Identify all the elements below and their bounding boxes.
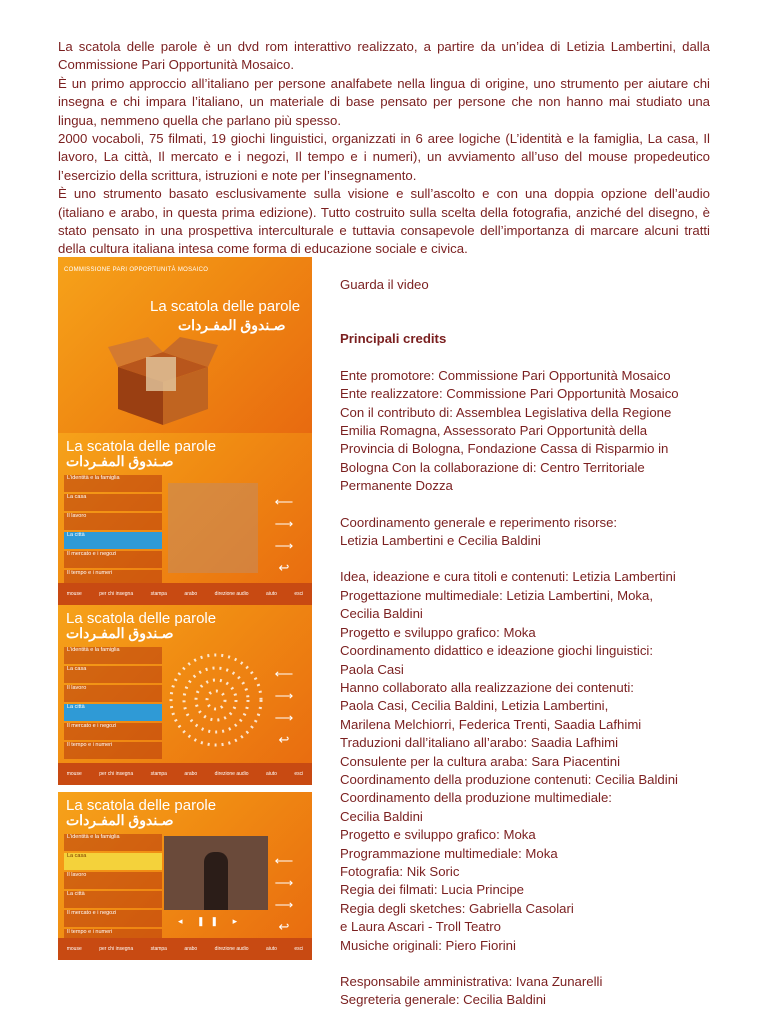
video-frame	[164, 836, 268, 910]
intro-paragraph: È uno strumento basato esclusivamente sulla visione e sull’ascolto e con una doppia opzione dell’audio (italiano e arabo, in questa prima edizione). Tutto costruito sulla scelta della fotografia, anziché del disegno, è stato pensato in una prospettiva interculturale e tuttavia consapevole dell’importanza di marcare alcuni tratti della cultura italiana intesa come forma di educazione sociale e civica.	[58, 186, 710, 257]
app-title: La scatola delle parole	[66, 797, 217, 814]
screenshot-menu-1	[58, 433, 312, 605]
credit-line: e Laura Ascari - Troll Teatro	[340, 919, 502, 935]
credit-line: Consulente per la cultura araba: Sara Piacentini	[340, 753, 621, 769]
credit-line: Musiche originali: Piero Fiorini	[340, 937, 516, 953]
topic-menu	[64, 834, 162, 948]
menu-item[interactable]: L’identità e la famiglia	[64, 475, 162, 492]
topic-menu	[64, 475, 162, 589]
app-title: La scatola delle parole	[66, 438, 217, 455]
menu-item[interactable]: La casa	[64, 494, 162, 511]
app-title-arabic: صـندوق المفـردات	[178, 317, 286, 333]
bottom-item[interactable]: stampa	[150, 946, 167, 952]
credits-block-admin	[340, 973, 730, 1010]
arrow-controls	[274, 491, 294, 579]
menu-item[interactable]: L’identità e la famiglia	[64, 647, 162, 664]
credit-line: Permanente Dozza	[340, 478, 453, 494]
return-icon[interactable]: ↩	[278, 560, 290, 575]
screenshot-menu-2	[58, 605, 312, 785]
screenshot-video	[58, 792, 312, 960]
credit-line: Coordinamento della produzione contenuti: Cecilia Baldini	[340, 771, 678, 787]
arrow-right-icon[interactable]: ⟶	[274, 538, 294, 553]
arrow-left-icon[interactable]: ⟵	[274, 666, 294, 681]
credit-line: Cecilia Baldini	[340, 808, 423, 824]
app-title-arabic: صـندوق المفـردات	[66, 625, 174, 641]
credit-line: Cecilia Baldini	[340, 606, 423, 622]
credit-line: Ente realizzatore: Commissione Pari Opportunità Mosaico	[340, 386, 679, 402]
photo-collage	[168, 483, 258, 573]
credit-line: Programmazione multimediale: Moka	[340, 845, 558, 861]
topic-menu	[64, 647, 162, 761]
credit-line: Coordinamento della produzione multimediale:	[340, 790, 612, 806]
credit-line: Segreteria generale: Cecilia Baldini	[340, 992, 546, 1008]
bottom-bar	[58, 763, 312, 785]
menu-item[interactable]: La casa	[64, 666, 162, 683]
bottom-item[interactable]: arabo	[184, 591, 198, 597]
bottom-item[interactable]: mouse	[66, 771, 82, 777]
bottom-item[interactable]: stampa	[150, 771, 167, 777]
arrow-left-icon[interactable]: ⟵	[274, 494, 294, 509]
arrow-right-icon[interactable]: ⟶	[274, 688, 294, 703]
bottom-item[interactable]: direzione audio	[214, 591, 249, 597]
app-title-arabic: صـندوق المفـردات	[66, 812, 174, 828]
arrow-left-icon[interactable]: ⟵	[274, 853, 294, 868]
menu-item[interactable]: Il mercato e i negozi	[64, 551, 162, 568]
menu-item[interactable]: Il tempo e i numeri	[64, 742, 162, 759]
menu-item[interactable]: La casa	[64, 853, 162, 870]
credit-line: Traduzioni dall’italiano all’arabo: Saadia Lafhimi	[340, 735, 619, 751]
video-link[interactable]: Guarda il video	[340, 277, 429, 292]
menu-item[interactable]: Il tempo e i numeri	[64, 570, 162, 587]
bottom-item[interactable]: mouse	[66, 591, 82, 597]
bottom-item[interactable]: per chi insegna	[99, 771, 134, 777]
person-silhouette	[204, 852, 228, 910]
app-title: La scatola delle parole	[150, 298, 301, 315]
intro-paragraph: È un primo approccio all’italiano per persone analfabete nella lingua di origine, uno strumento per aiutare chi insegna e chi impara l’italiano, un materiale di base pensato per persone che non hanno mai studiato una lingua, nemmeno quella che parlano più spesso.	[58, 75, 710, 128]
credits-heading: Principali credits	[340, 331, 447, 347]
credit-line: Hanno collaborato alla realizzazione dei contenuti:	[340, 679, 634, 695]
credit-line: Fotografia: Nik Soric	[340, 863, 460, 879]
arrow-right-icon[interactable]: ⟶	[274, 897, 294, 912]
bottom-item[interactable]: aiuto	[266, 771, 277, 777]
menu-item[interactable]: Il lavoro	[64, 872, 162, 889]
logo: COMMISSIONE PARI OPPORTUNITÀ MOSAICO	[64, 267, 209, 273]
menu-item[interactable]: Il mercato e i negozi	[64, 723, 162, 740]
bottom-bar	[58, 938, 312, 960]
bottom-item[interactable]: esci	[294, 771, 304, 777]
arrow-controls	[274, 850, 294, 938]
bottom-item[interactable]: esci	[294, 946, 304, 952]
credit-line: Letizia Lambertini e Cecilia Baldini	[340, 533, 541, 549]
credit-line: Coordinamento didattico e ideazione giochi linguistici:	[340, 643, 654, 659]
credit-line: Marilena Melchiorri, Federica Trenti, Saadia Lafhimi	[340, 716, 642, 732]
credit-line: Bologna Con la collaborazione di: Centro Territoriale	[340, 459, 645, 475]
credits-column	[340, 276, 730, 1010]
credit-line: Regia dei filmati: Lucia Principe	[340, 882, 524, 898]
menu-item[interactable]: La città	[64, 891, 162, 908]
bottom-item[interactable]: direzione audio	[214, 771, 249, 777]
box-illustration	[108, 337, 218, 427]
bottom-item[interactable]: arabo	[184, 946, 198, 952]
app-title: La scatola delle parole	[66, 610, 217, 627]
menu-item[interactable]: La città	[64, 532, 162, 549]
arrow-right-icon[interactable]: ⟶	[274, 516, 294, 531]
menu-item[interactable]: Il mercato e i negozi	[64, 910, 162, 927]
menu-item[interactable]: L’identità e la famiglia	[64, 834, 162, 851]
bottom-item[interactable]: aiuto	[266, 591, 277, 597]
intro-text	[58, 38, 710, 259]
credit-line: Regia degli sketches: Gabriella Casolari	[340, 900, 574, 916]
credit-line: Emilia Romagna, Assessorato Pari Opportunità della	[340, 423, 648, 439]
menu-item[interactable]: Il lavoro	[64, 685, 162, 702]
credits-block-coordination	[340, 514, 730, 551]
credits-block-production	[340, 568, 730, 955]
bottom-item[interactable]: direzione audio	[214, 946, 249, 952]
credit-line: Paola Casi, Cecilia Baldini, Letizia Lambertini,	[340, 698, 609, 714]
credit-line: Progetto e sviluppo grafico: Moka	[340, 624, 536, 640]
menu-item[interactable]: La città	[64, 704, 162, 721]
intro-paragraph: 2000 vocaboli, 75 filmati, 19 giochi linguistici, organizzati in 6 aree logiche (L’identità e la famiglia, La casa, Il lavoro, La città, Il mercato e i negozi, Il tempo e i numeri), un avviamento all’uso del mouse propedeutico l’esercizio della scrittura, istruzioni e note per l’insegnamento.	[58, 131, 710, 183]
bottom-bar	[58, 583, 312, 605]
bottom-item[interactable]: arabo	[184, 771, 198, 777]
credit-line: Idea, ideazione e cura titoli e contenuti: Letizia Lambertini	[340, 569, 676, 585]
menu-item[interactable]: Il tempo e i numeri	[64, 929, 162, 946]
credits-block-promoters	[340, 367, 730, 496]
arrow-right-icon[interactable]: ⟶	[274, 710, 294, 725]
menu-item[interactable]: Il lavoro	[64, 513, 162, 530]
bottom-item[interactable]: mouse	[66, 946, 82, 952]
credit-line: Progetto e sviluppo grafico: Moka	[340, 827, 536, 843]
credit-line: Paola Casi	[340, 661, 404, 677]
arrow-right-icon[interactable]: ⟶	[274, 875, 294, 890]
bottom-item[interactable]: per chi insegna	[99, 946, 134, 952]
arrow-controls	[274, 663, 294, 751]
bottom-item[interactable]: per chi insegna	[99, 591, 134, 597]
credit-line: Provincia di Bologna, Fondazione Cassa di Risparmio in	[340, 441, 669, 457]
credit-line: Coordinamento generale e reperimento risorse:	[340, 514, 618, 530]
return-icon[interactable]: ↩	[278, 732, 290, 747]
bottom-item[interactable]: stampa	[150, 591, 167, 597]
app-title-arabic: صـندوق المفـردات	[66, 453, 174, 469]
credit-line: Responsabile amministrativa: Ivana Zunarelli	[340, 974, 603, 989]
spiral-decoration	[166, 645, 266, 755]
screenshot-title-screen	[58, 257, 312, 433]
bottom-item[interactable]: aiuto	[266, 946, 277, 952]
credit-line: Ente promotore: Commissione Pari Opportunità Mosaico	[340, 367, 671, 383]
bottom-item[interactable]: esci	[294, 591, 304, 597]
intro-paragraph: La scatola delle parole è un dvd rom interattivo realizzato, a partire da un’idea di Letizia Lambertini, dalla Commissione Pari Opportunità Mosaico.	[58, 39, 710, 73]
video-controls[interactable]: ◂ ❚❚ ▸	[178, 916, 244, 926]
credit-line: Progettazione multimediale: Letizia Lambertini, Moka,	[340, 587, 653, 603]
return-icon[interactable]: ↩	[278, 919, 290, 934]
credit-line: Con il contributo di: Assemblea Legislativa della Regione	[340, 404, 672, 420]
